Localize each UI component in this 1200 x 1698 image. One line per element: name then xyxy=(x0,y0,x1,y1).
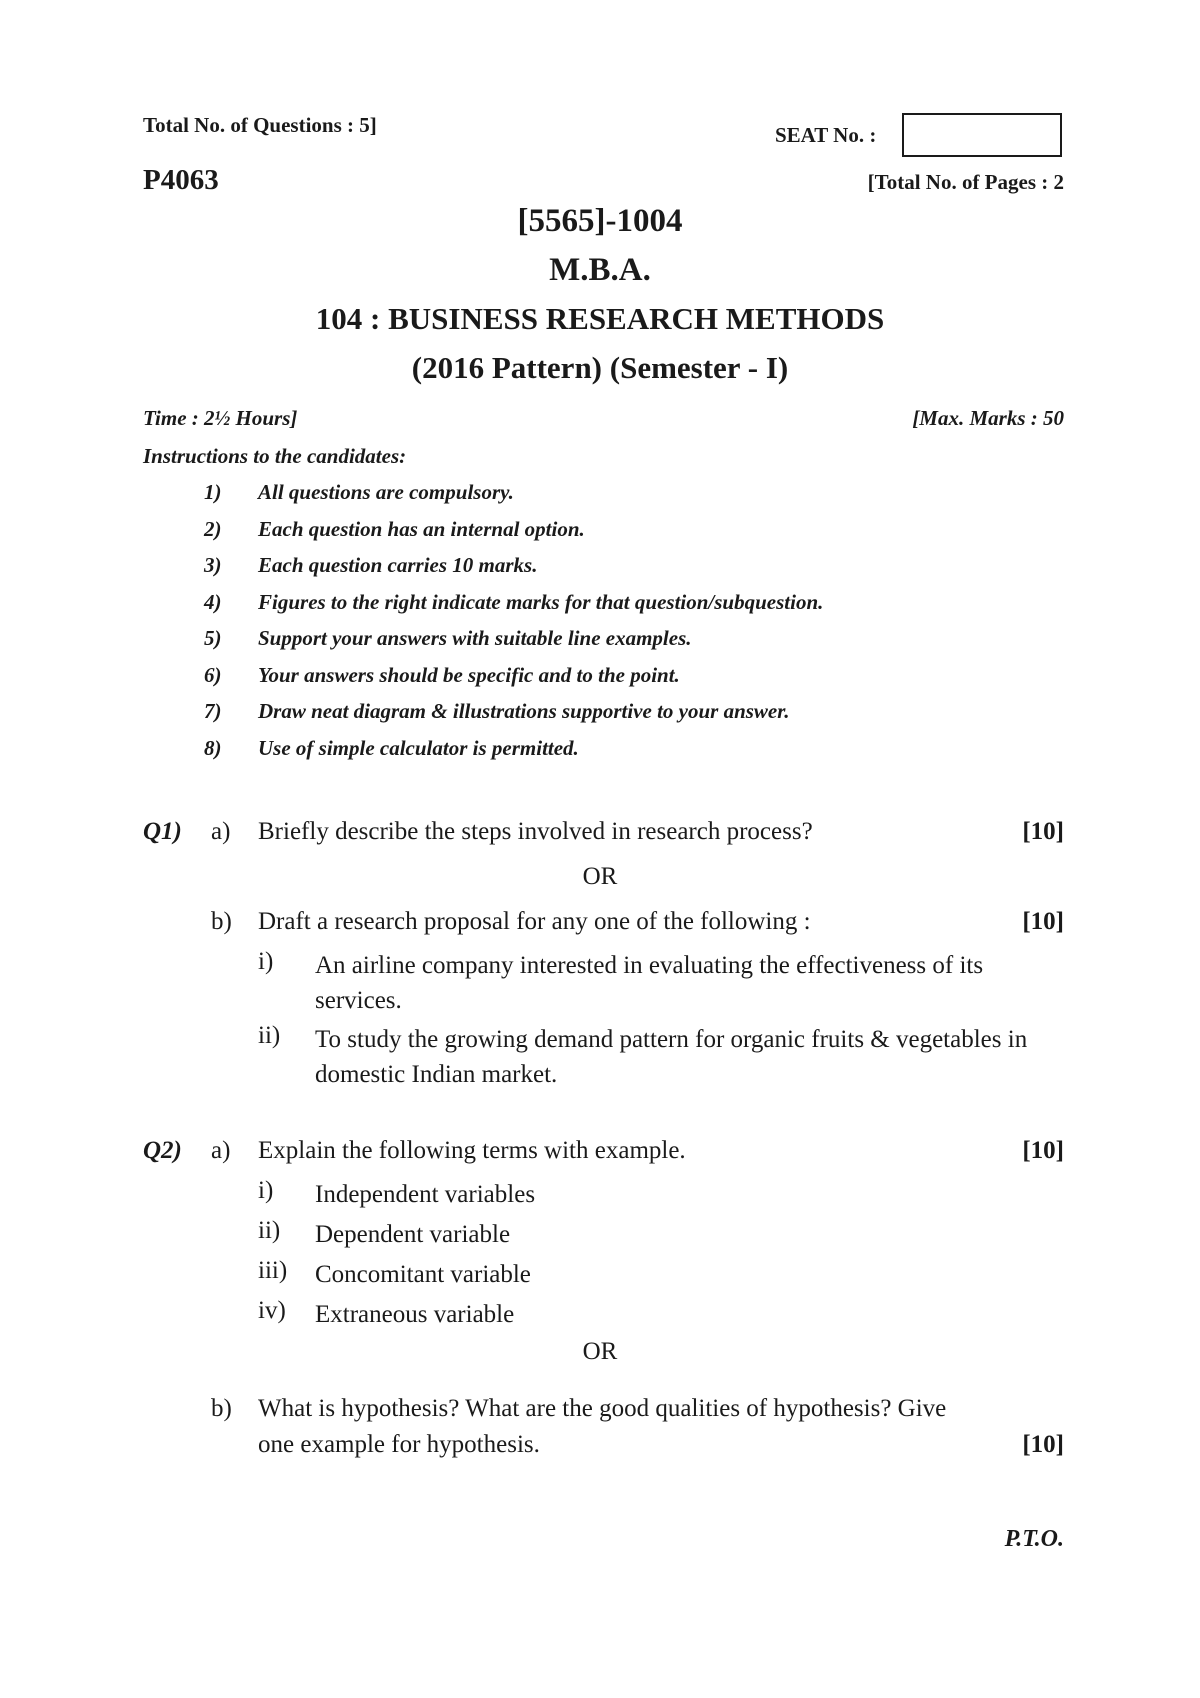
instruction-text: Draw neat diagram & illustrations supportive to your answer. xyxy=(258,699,790,723)
sub-text: Independent variables xyxy=(315,1181,536,1208)
total-pages: [Total No. of Pages : 2 xyxy=(867,170,1064,194)
question-text: Explain the following terms with example. xyxy=(258,1137,686,1164)
question-text: one example for hypothesis. xyxy=(258,1431,540,1458)
instruction-item xyxy=(0,699,1200,736)
q1-part-b xyxy=(0,908,1200,942)
instruction-number: 3) xyxy=(204,553,222,577)
instruction-text: Support your answers with suitable line examples. xyxy=(258,626,692,650)
instruction-item xyxy=(0,590,1200,627)
instruction-item xyxy=(0,480,1200,517)
question-text: Briefly describe the steps involved in research process? xyxy=(258,818,813,845)
q2-part-b xyxy=(0,1395,1200,1429)
sub-text: An airline company interested in evaluating the effectiveness of its services. xyxy=(315,952,984,1014)
instruction-number: 2) xyxy=(204,516,222,541)
q1-label: Q1) xyxy=(143,818,182,845)
q1-b-sub-2 xyxy=(0,1022,1200,1094)
sub-text: Dependent variable xyxy=(315,1221,511,1248)
pattern-semester: (2016 Pattern) (Semester - I) xyxy=(411,350,789,385)
sub-text: To study the growing demand pattern for organic fruits & vegetables in domestic Indian market. xyxy=(315,1026,1028,1088)
paper-code: P4063 xyxy=(143,164,219,196)
part-label: b) xyxy=(211,908,232,935)
question-text: What is hypothesis? What are the good qualities of hypothesis? Give xyxy=(258,1395,947,1422)
seat-label: SEAT No. : xyxy=(775,123,877,147)
marks-label: [10] xyxy=(1022,1431,1064,1458)
seat-number-box[interactable] xyxy=(902,113,1062,157)
total-questions: Total No. of Questions : 5] xyxy=(143,113,377,137)
instruction-number: 4) xyxy=(204,589,222,614)
max-marks: [Max. Marks : 50 xyxy=(912,406,1064,430)
instruction-number: 8) xyxy=(204,735,222,760)
sub-number: iv) xyxy=(258,1297,286,1324)
instruction-text: Use of simple calculator is permitted. xyxy=(258,735,579,760)
q2-a-sub-1 xyxy=(0,1177,1200,1211)
sub-number: ii) xyxy=(258,1217,281,1244)
instruction-item xyxy=(0,736,1200,773)
part-label: a) xyxy=(211,818,231,845)
instruction-text: Your answers should be specific and to the point. xyxy=(258,662,680,687)
instruction-number: 5) xyxy=(204,626,222,650)
instruction-item xyxy=(0,663,1200,700)
q1-b-sub-1 xyxy=(0,948,1200,1020)
instruction-text: Each question has an internal option. xyxy=(258,516,585,541)
part-label: b) xyxy=(211,1395,232,1422)
q2-a-sub-2 xyxy=(0,1217,1200,1251)
part-label: a) xyxy=(211,1137,231,1164)
q1-part-a xyxy=(0,818,1200,852)
instruction-number: 1) xyxy=(204,480,222,504)
marks-label: [10] xyxy=(1022,818,1064,845)
paper-id: [5565]-1004 xyxy=(517,203,683,239)
subject-title: 104 : BUSINESS RESEARCH METHODS xyxy=(315,301,885,336)
q2-a-sub-4 xyxy=(0,1297,1200,1331)
sub-number: i) xyxy=(258,948,274,975)
question-text: Draft a research proposal for any one of the following : xyxy=(258,908,811,935)
degree-title: M.B.A. xyxy=(549,252,651,288)
instructions-list xyxy=(0,480,1200,772)
q2-label: Q2) xyxy=(143,1137,182,1164)
sub-number: i) xyxy=(258,1177,274,1204)
marks-label: [10] xyxy=(1022,1137,1064,1164)
exam-time: Time : 2½ Hours] xyxy=(143,406,298,430)
instructions-heading: Instructions to the candidates: xyxy=(143,444,407,468)
sub-text: Extraneous variable xyxy=(315,1301,515,1328)
instruction-item xyxy=(0,517,1200,554)
sub-number: iii) xyxy=(258,1257,288,1284)
instruction-text: Figures to the right indicate marks for that question/subquestion. xyxy=(258,589,824,614)
q2-part-a xyxy=(0,1137,1200,1171)
or-divider: OR xyxy=(582,1338,618,1365)
instruction-text: Each question carries 10 marks. xyxy=(258,553,538,577)
instruction-number: 6) xyxy=(204,662,222,687)
instruction-number: 7) xyxy=(204,699,222,723)
instruction-item xyxy=(0,626,1200,663)
instruction-text: All questions are compulsory. xyxy=(258,480,514,504)
pto-label: P.T.O. xyxy=(1004,1526,1064,1552)
sub-number: ii) xyxy=(258,1022,281,1049)
q2-part-b-cont xyxy=(0,1431,1200,1465)
instruction-item xyxy=(0,553,1200,590)
marks-label: [10] xyxy=(1022,908,1064,935)
sub-text: Concomitant variable xyxy=(315,1261,531,1288)
q2-a-sub-3 xyxy=(0,1257,1200,1291)
or-divider: OR xyxy=(582,863,618,890)
